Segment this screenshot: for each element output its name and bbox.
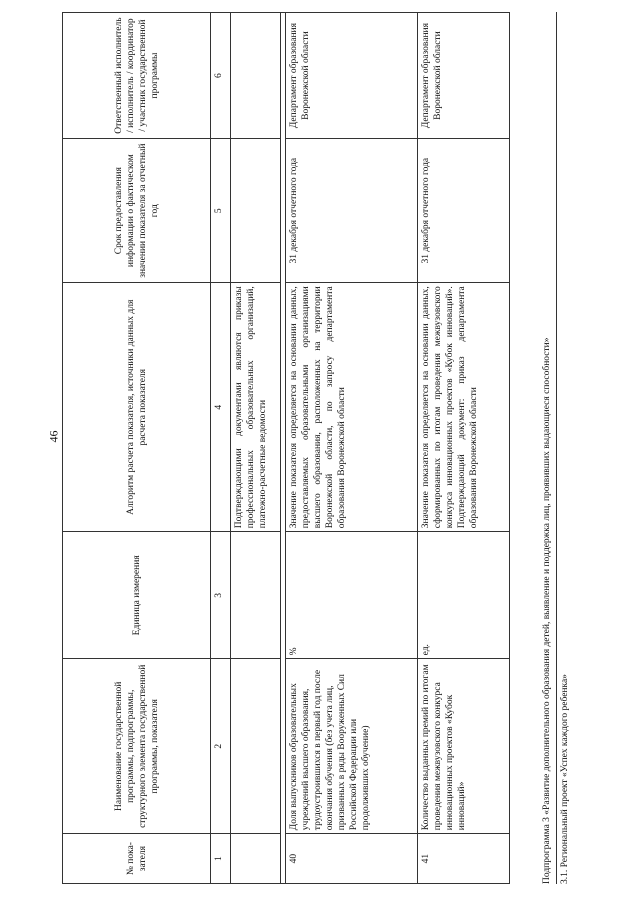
header-deadline: Срок предоставления информации о фактическом значении показателя за отчетный год xyxy=(63,139,211,283)
rotated-table-container xyxy=(62,12,574,884)
row-name: Доля выпускников образовательных учреждений высшего образования, трудоустроившихся в первый год после окончания обучения (без учета лиц, призванных в ряды Вооруженных Сил Российской Федерации или продолживших обучение) xyxy=(286,659,418,834)
col-number: 6 xyxy=(211,13,231,139)
header-algorithm: Алгоритм расчета показателя, источники данных для расчета показателя xyxy=(63,283,211,532)
row-unit: % xyxy=(286,532,418,659)
row-responsible: Департамент образования Воронежской области xyxy=(286,13,418,139)
row-algorithm: Значение показателя определяется на основании данных, предоставляемых образовательными организациями высшего образования, расположенных на территории Воронежской области, по запросу департамента образования Воронежской области xyxy=(286,283,418,532)
continuation-text: Подтверждающими документами являются приказы профессиональных образовательных организаций, платежно-расчетные ведомости xyxy=(231,283,281,532)
table-row xyxy=(286,13,418,884)
header-responsible: Ответственный исполнитель / исполнитель / координатор / участник государственной программы xyxy=(63,13,211,139)
row-algorithm: Значение показателя определяется на основании данных, сформированных по итогам проведения межвузовского конкурса инновационных проектов «Кубок инноваций». Подтверждающий документ: приказ департамента образования Воронежской области xyxy=(418,283,510,532)
row-deadline: 31 декабря отчетного года xyxy=(286,139,418,283)
continuation-row xyxy=(231,13,281,884)
col-number: 5 xyxy=(211,139,231,283)
row-num: 40 xyxy=(286,834,418,884)
cell-empty xyxy=(231,13,281,139)
header-row xyxy=(63,13,211,884)
cell-empty xyxy=(231,139,281,283)
row-deadline: 31 декабря отчетного года xyxy=(418,139,510,283)
col-number: 2 xyxy=(211,659,231,834)
header-unit: Единица измерения xyxy=(63,532,211,659)
indicator-table xyxy=(62,12,510,884)
row-name: Количество выданных премий по итогам проведения межвузовского конкурса инновационных проектов «Кубок инноваций» xyxy=(418,659,510,834)
row-unit: ед. xyxy=(418,532,510,659)
cell-empty xyxy=(231,532,281,659)
subprogram-title: Подпрограмма 3 «Развитие дополнительного образования детей, выявление и поддержка лиц, проявивших выдающиеся способности» xyxy=(542,337,552,884)
divider xyxy=(556,12,557,884)
page-number: 46 xyxy=(46,430,61,443)
cell-empty xyxy=(231,659,281,834)
table-row xyxy=(418,13,510,884)
header-name: Наименование государственной программы, подпрограммы, структурного элемента государственной программы, показателя xyxy=(63,659,211,834)
project-title: 3.1. Региональный проект «Успех каждого ребенка» xyxy=(560,674,570,884)
row-responsible: Департамент образования Воронежской области xyxy=(418,13,510,139)
col-number: 4 xyxy=(211,283,231,532)
cell-empty xyxy=(231,834,281,884)
column-number-row xyxy=(211,13,231,884)
col-number: 1 xyxy=(211,834,231,884)
col-number: 3 xyxy=(211,532,231,659)
row-num: 41 xyxy=(418,834,510,884)
header-num: № пока-зателя xyxy=(63,834,211,884)
